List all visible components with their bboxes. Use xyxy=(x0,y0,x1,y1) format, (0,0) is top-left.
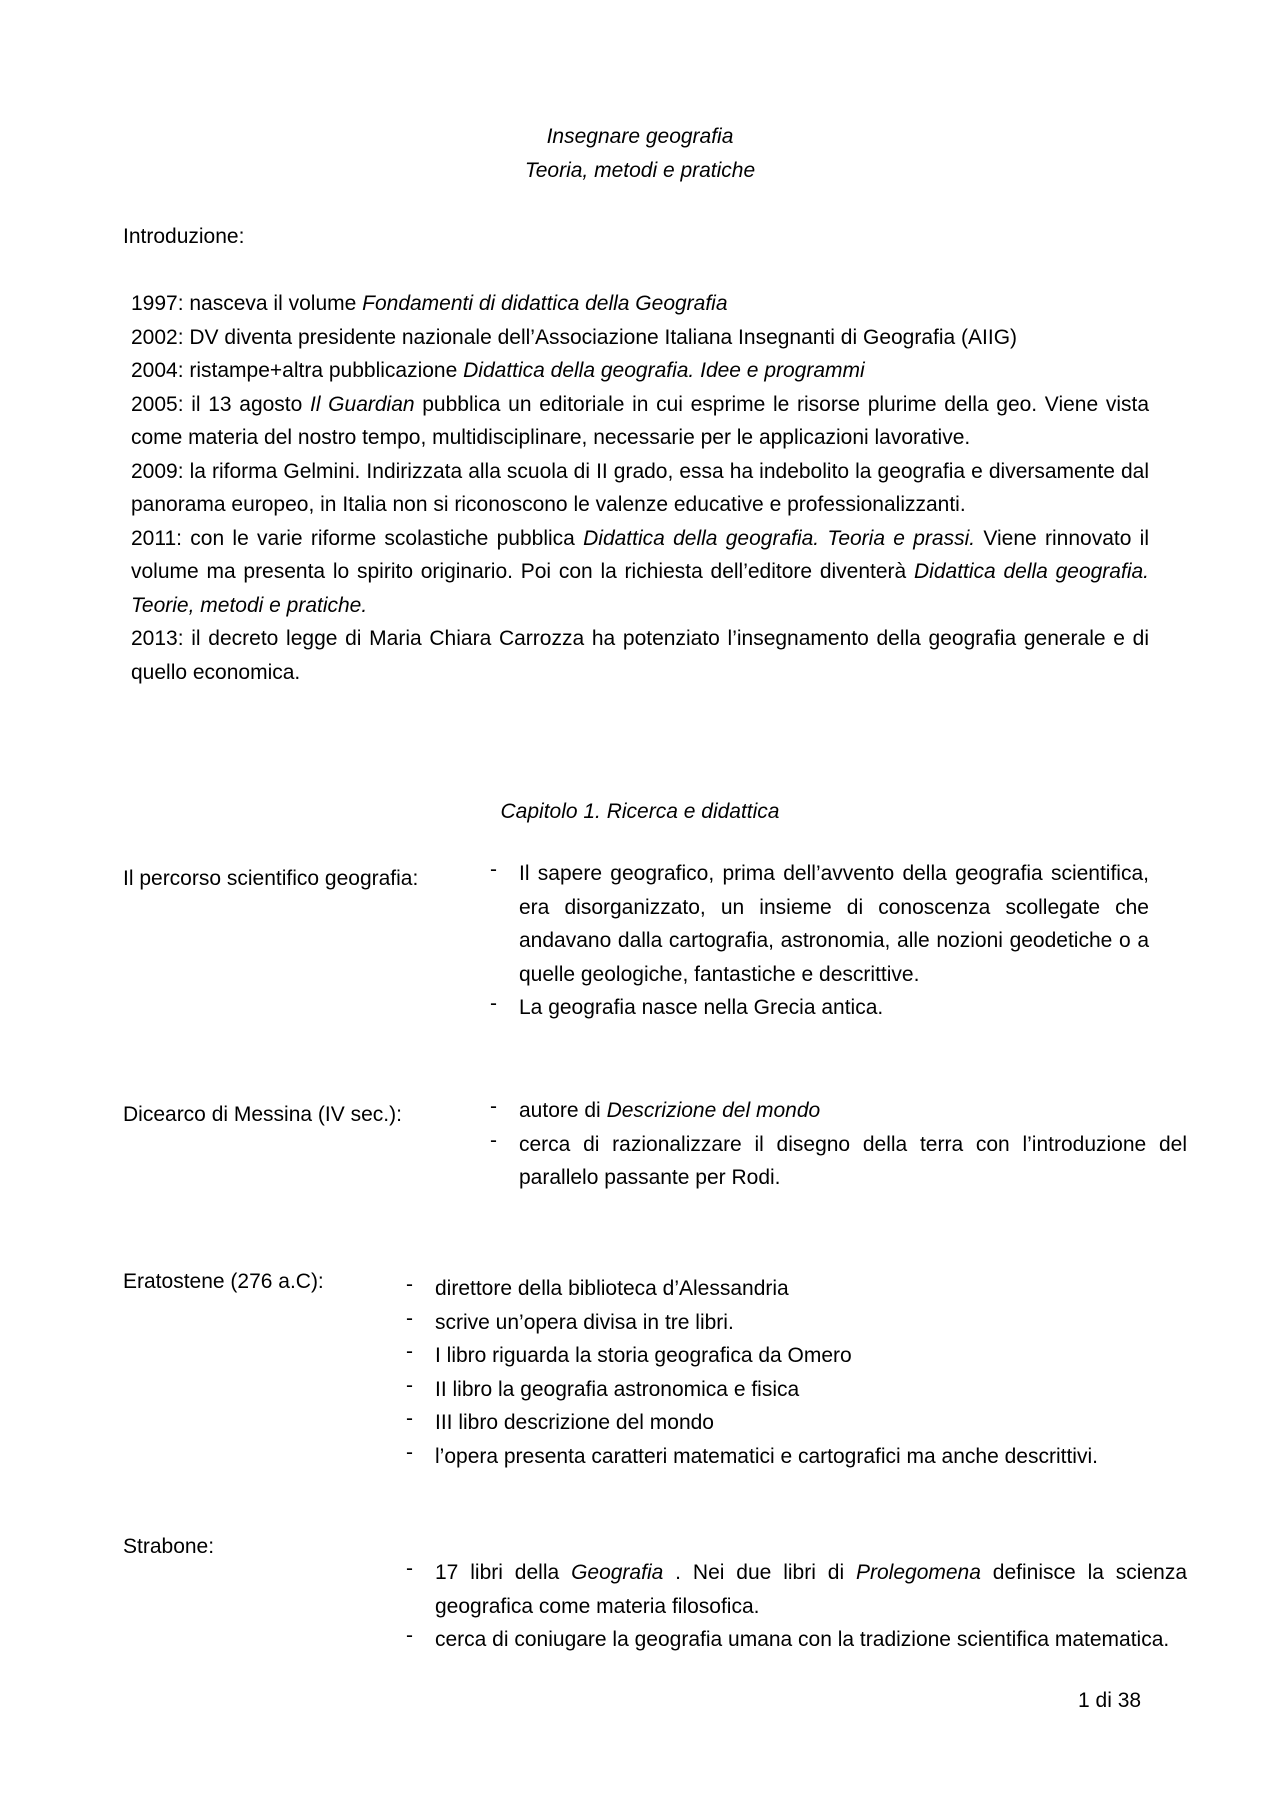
dash-bullet: - xyxy=(406,1306,413,1330)
list-item: - 17 libri della Geografia . Nei due libri di Prolegomena definisce la scienza geografica come materia filosofica. xyxy=(406,1556,1187,1623)
timeline-entry-2011: 2011: con le varie riforme scolastiche pubblica Didattica della geografia. Teoria e prassi. Viene rinnovato il volume ma presenta lo spirito originario. Poi con la richiesta dell’editore diventerà Didattica della geografia. Teorie, metodi e pratiche. xyxy=(131,526,1149,617)
timeline-entry-2013: 2013: il decreto legge di Maria Chiara Carrozza ha potenziato l’insegnamento della geografia generale e di quello economica. xyxy=(131,627,1149,684)
section-list-eratostene xyxy=(406,1272,1187,1473)
list-item: - l’opera presenta caratteri matematici e cartografici ma anche descrittivi. xyxy=(406,1440,1187,1474)
list-item: - III libro descrizione del mondo xyxy=(406,1406,1187,1440)
list-item: - II libro la geografia astronomica e fisica xyxy=(406,1373,1187,1407)
dash-bullet: - xyxy=(406,1557,413,1580)
dash-bullet: - xyxy=(406,1373,413,1397)
timeline-entry-1997: 1997: nasceva il volume Fondamenti di didattica della Geografia xyxy=(131,292,728,315)
list-item: - La geografia nasce nella Grecia antica. xyxy=(490,991,1149,1025)
dash-bullet: - xyxy=(406,1273,413,1296)
dash-bullet: - xyxy=(490,992,497,1015)
timeline-entry-2009: 2009: la riforma Gelmini. Indirizzata alla scuola di II grado, essa ha indebolito la geografia e diversamente dal panorama europeo, in Italia non si riconoscono le valenze educative e professionalizzanti. xyxy=(131,459,1149,516)
timeline-entry-2002: 2002: DV diventa presidente nazionale dell’Associazione Italiana Insegnanti di Geografia (AIIG) xyxy=(131,325,1018,349)
dash-bullet: - xyxy=(406,1407,413,1430)
timeline-entry-2005: 2005: il 13 agosto Il Guardian pubblica un editoriale in cui esprime le risorse plurime della geo. Viene vista come materia del nostro tempo, multidisciplinare, necessarie per le applicazioni lavorative. xyxy=(131,392,1149,449)
list-item: - direttore della biblioteca d’Alessandria xyxy=(406,1272,1187,1306)
dash-bullet: - xyxy=(406,1340,413,1363)
dash-bullet: - xyxy=(406,1440,413,1464)
section-label-eratostene: Eratostene (276 a.C): xyxy=(123,1270,324,1293)
list-item: - I libro riguarda la storia geografica da Omero xyxy=(406,1339,1187,1373)
dash-bullet: - xyxy=(406,1624,413,1647)
dash-bullet: - xyxy=(490,858,497,881)
list-item: - cerca di coniugare la geografia umana con la tradizione scientifica matematica. xyxy=(406,1623,1187,1657)
dash-bullet: - xyxy=(490,1095,497,1118)
introduction-timeline xyxy=(131,287,1149,689)
dash-bullet: - xyxy=(490,1128,497,1152)
list-item: - Il sapere geografico, prima dell’avvento della geografia scientifica, era disorganizzato, un insieme di conoscenza scollegate che andavano dalla cartografia, astronomia, alle nozioni geodetiche o a quelle geologiche, fantastiche e descrittive. xyxy=(490,857,1149,991)
introduction-label: Introduzione: xyxy=(123,225,245,248)
chapter-heading: Capitolo 1. Ricerca e didattica xyxy=(500,800,780,823)
section-list-percorso xyxy=(490,857,1149,1025)
section-list-dicearco xyxy=(490,1094,1187,1195)
list-item: - autore di Descrizione del mondo xyxy=(490,1094,1187,1128)
list-item: - scrive un’opera divisa in tre libri. xyxy=(406,1306,1187,1340)
list-item: - cerca di razionalizzare il disegno della terra con l’introduzione del parallelo passante per Rodi. xyxy=(490,1128,1187,1195)
document-title: Insegnare geografia xyxy=(546,125,734,148)
page-number: 1 di 38 xyxy=(1078,1689,1142,1712)
section-label-dicearco: Dicearco di Messina (IV sec.): xyxy=(123,1103,402,1126)
section-label-percorso: Il percorso scientifico geografia: xyxy=(123,867,419,890)
document-subtitle: Teoria, metodi e pratiche xyxy=(524,159,756,182)
section-list-strabone xyxy=(406,1556,1187,1657)
timeline-entry-2004: 2004: ristampe+altra pubblicazione Didattica della geografia. Idee e programmi xyxy=(131,359,865,382)
section-label-strabone: Strabone: xyxy=(123,1535,215,1558)
